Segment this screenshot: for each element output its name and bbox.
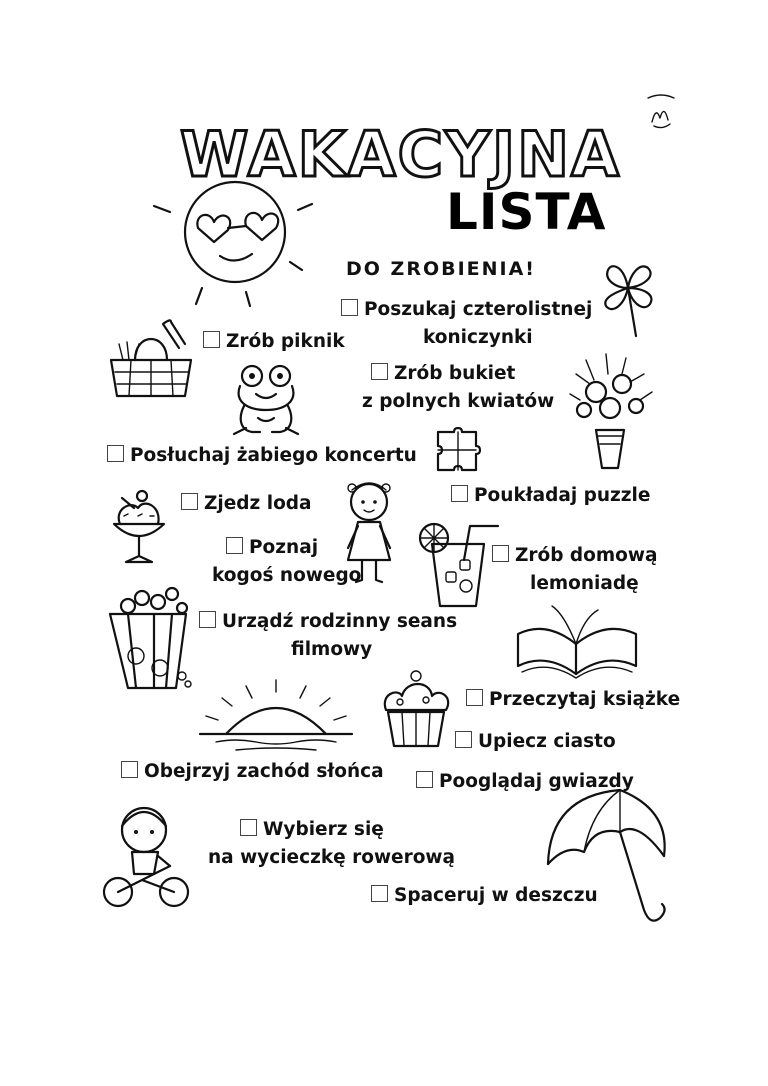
list-item[interactable]: Upiecz ciasto: [455, 728, 616, 756]
child-on-bicycle-icon: [102, 800, 192, 910]
list-item[interactable]: Spaceruj w deszczu: [371, 882, 598, 910]
checkbox[interactable]: [451, 485, 468, 502]
checkbox[interactable]: [416, 771, 433, 788]
list-item[interactable]: Wybierz się na wycieczkę rowerową: [208, 819, 456, 868]
list-item[interactable]: Poszukaj czterolistnej koniczynki: [341, 296, 601, 352]
checkbox[interactable]: [492, 545, 509, 562]
list-item[interactable]: Poukładaj puzzle: [451, 482, 650, 510]
watermark-logo: [640, 92, 682, 134]
list-item[interactable]: Poznaj kogoś nowego: [212, 537, 362, 586]
list-item[interactable]: Zjedz loda: [181, 490, 312, 518]
list-item[interactable]: Obejrzyj zachód słońca: [121, 758, 384, 786]
checkbox[interactable]: [466, 689, 483, 706]
page-title-second: LISTA: [446, 183, 607, 241]
checkbox[interactable]: [455, 731, 472, 748]
lemonade-glass-icon: [416, 520, 500, 610]
sunset-icon: [196, 676, 356, 752]
checkbox[interactable]: [371, 885, 388, 902]
list-item[interactable]: Zrób bukiet z polnych kwiatów: [362, 363, 555, 412]
checkbox[interactable]: [371, 363, 388, 380]
checkbox[interactable]: [240, 819, 257, 836]
picnic-basket-icon: [105, 318, 197, 402]
list-item[interactable]: Pooglądaj gwiazdy: [416, 768, 634, 796]
list-item[interactable]: Zrób piknik: [203, 328, 345, 356]
list-item[interactable]: Przeczytaj książke: [466, 686, 680, 714]
checkbox[interactable]: [199, 611, 216, 628]
checkbox[interactable]: [226, 537, 243, 554]
checkbox[interactable]: [203, 331, 220, 348]
checkbox[interactable]: [341, 299, 358, 316]
page-subtitle: DO ZROBIENIA!: [346, 258, 536, 280]
open-book-icon: [512, 604, 642, 678]
frog-icon: [230, 362, 302, 438]
checkbox[interactable]: [107, 445, 124, 462]
sun-with-heart-glasses-icon: [150, 170, 320, 310]
popcorn-icon: [106, 584, 196, 694]
flower-bouquet-icon: [556, 344, 664, 472]
checkbox[interactable]: [181, 493, 198, 510]
page-title: WAKACYJNA: [180, 118, 621, 191]
four-leaf-clover-icon: [596, 258, 660, 340]
list-item[interactable]: Posłuchaj żabiego koncertu: [107, 442, 417, 470]
checkbox[interactable]: [121, 761, 138, 778]
ice-cream-sundae-icon: [108, 486, 170, 568]
cupcake-icon: [380, 670, 452, 750]
puzzle-icon: [434, 428, 486, 474]
list-item[interactable]: Urządź rodzinny seans filmowy: [199, 608, 457, 664]
list-item[interactable]: Zrób domową lemoniadę: [492, 542, 657, 598]
